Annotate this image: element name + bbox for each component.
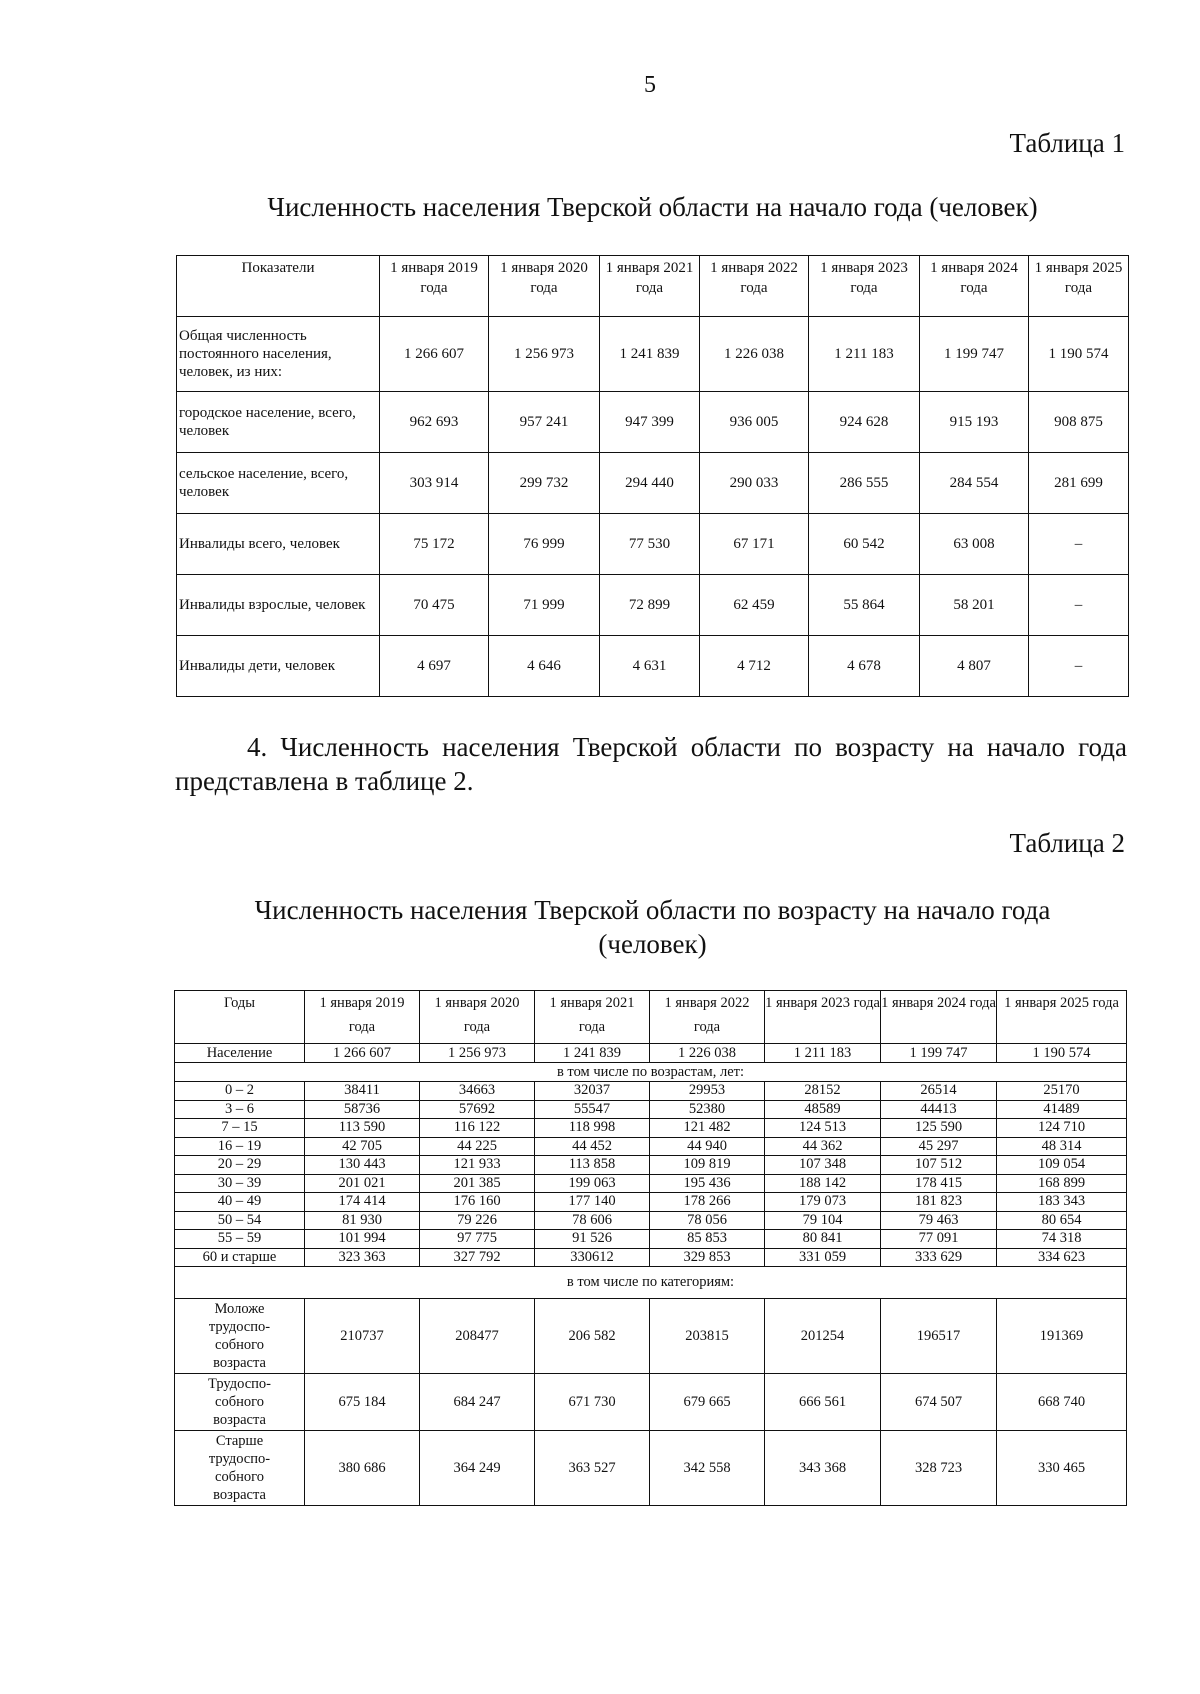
table-row bbox=[175, 1044, 1127, 1063]
table-cell: 328 723 bbox=[881, 1431, 997, 1506]
table-cell: 72 899 bbox=[600, 575, 700, 636]
table-cell: 4 697 bbox=[380, 636, 489, 697]
table-cell: 329 853 bbox=[650, 1248, 765, 1267]
section-row bbox=[175, 1063, 1127, 1082]
table2-header-row bbox=[175, 991, 1127, 1044]
table-cell: 908 875 bbox=[1029, 392, 1129, 453]
table-cell: 29953 bbox=[650, 1082, 765, 1101]
table-cell: 42 705 bbox=[305, 1137, 420, 1156]
table-row bbox=[175, 1248, 1127, 1267]
table-cell: 679 665 bbox=[650, 1374, 765, 1431]
table-cell: 286 555 bbox=[809, 453, 920, 514]
table-cell: 109 054 bbox=[997, 1156, 1127, 1175]
table-cell: 936 005 bbox=[700, 392, 809, 453]
table1-title: Численность населения Тверской области на начало года (человек) bbox=[267, 192, 1038, 222]
table-cell: 199 063 bbox=[535, 1174, 650, 1193]
table-cell: 196517 bbox=[881, 1299, 997, 1374]
table-cell: 1 256 973 bbox=[420, 1044, 535, 1063]
table-row bbox=[175, 1193, 1127, 1212]
table-cell: 48 314 bbox=[997, 1137, 1127, 1156]
table-cell: 179 073 bbox=[765, 1193, 881, 1212]
table-row bbox=[175, 1119, 1127, 1138]
table-cell: 177 140 bbox=[535, 1193, 650, 1212]
table-cell: 290 033 bbox=[700, 453, 809, 514]
table-row bbox=[177, 514, 1129, 575]
table2-header-cell: Годы bbox=[175, 991, 305, 1044]
row-label bbox=[175, 1431, 305, 1506]
table-cell: 668 740 bbox=[997, 1374, 1127, 1431]
table-cell: 52380 bbox=[650, 1100, 765, 1119]
table-cell: – bbox=[1029, 575, 1129, 636]
table-row bbox=[175, 1100, 1127, 1119]
row-label-line: Старше bbox=[215, 1433, 264, 1449]
table-cell: 363 527 bbox=[535, 1431, 650, 1506]
table-cell: 113 590 bbox=[305, 1119, 420, 1138]
table-cell: 1 190 574 bbox=[997, 1044, 1127, 1063]
row-label-line: возраста bbox=[213, 1487, 266, 1503]
table-cell: 323 363 bbox=[305, 1248, 420, 1267]
body-paragraph: 4. Численность населения Тверской области по возрасту на начало года представлена в таблице 2. bbox=[175, 732, 1127, 796]
row-label: сельское население, всего, человек bbox=[177, 453, 380, 514]
row-label-line: собного bbox=[215, 1337, 264, 1353]
table2-header-cell: 1 января 2019 года bbox=[305, 991, 420, 1044]
table1-header-cell: 1 января 2021 года bbox=[600, 256, 700, 317]
table1-header-cell: 1 января 2024 года bbox=[920, 256, 1029, 317]
table-cell: 303 914 bbox=[380, 453, 489, 514]
table-row bbox=[177, 636, 1129, 697]
table-cell: 55 864 bbox=[809, 575, 920, 636]
table-cell: 125 590 bbox=[881, 1119, 997, 1138]
table-cell: 195 436 bbox=[650, 1174, 765, 1193]
table1-label: Таблица 1 bbox=[1009, 128, 1125, 158]
table1 bbox=[176, 255, 1129, 697]
row-label bbox=[175, 1299, 305, 1374]
table-cell: 915 193 bbox=[920, 392, 1029, 453]
table-cell: 81 930 bbox=[305, 1211, 420, 1230]
table-cell: 330612 bbox=[535, 1248, 650, 1267]
table-cell: 1 241 839 bbox=[535, 1044, 650, 1063]
table-cell: 41489 bbox=[997, 1100, 1127, 1119]
table-cell: 78 606 bbox=[535, 1211, 650, 1230]
table-cell: 48589 bbox=[765, 1100, 881, 1119]
table-cell: 380 686 bbox=[305, 1431, 420, 1506]
table-cell: – bbox=[1029, 636, 1129, 697]
row-label: 30 – 39 bbox=[175, 1174, 305, 1193]
table-cell: 206 582 bbox=[535, 1299, 650, 1374]
table-cell: 334 623 bbox=[997, 1248, 1127, 1267]
table-cell: 191369 bbox=[997, 1299, 1127, 1374]
table-row bbox=[177, 575, 1129, 636]
table-cell: 176 160 bbox=[420, 1193, 535, 1212]
table-cell: 284 554 bbox=[920, 453, 1029, 514]
row-label: 0 – 2 bbox=[175, 1082, 305, 1101]
table1-header-cell: 1 января 2025 года bbox=[1029, 256, 1129, 317]
table-row bbox=[175, 1374, 1127, 1431]
table-row bbox=[177, 453, 1129, 514]
table-row bbox=[177, 317, 1129, 392]
table-cell: 962 693 bbox=[380, 392, 489, 453]
row-label-line: собного bbox=[215, 1469, 264, 1485]
table-cell: 4 678 bbox=[809, 636, 920, 697]
table-cell: 330 465 bbox=[997, 1431, 1127, 1506]
row-label: 50 – 54 bbox=[175, 1211, 305, 1230]
table-cell: 60 542 bbox=[809, 514, 920, 575]
table-row bbox=[175, 1082, 1127, 1101]
table-cell: 210737 bbox=[305, 1299, 420, 1374]
table-cell: 124 710 bbox=[997, 1119, 1127, 1138]
row-label-line: возраста bbox=[213, 1355, 266, 1371]
table-cell: 58736 bbox=[305, 1100, 420, 1119]
table2-header-cell: 1 января 2024 года bbox=[881, 991, 997, 1044]
table-cell: 1 241 839 bbox=[600, 317, 700, 392]
table1-header-cell: 1 января 2019 года bbox=[380, 256, 489, 317]
table-cell: 113 858 bbox=[535, 1156, 650, 1175]
row-label: 55 – 59 bbox=[175, 1230, 305, 1249]
table-cell: 78 056 bbox=[650, 1211, 765, 1230]
row-label: 40 – 49 bbox=[175, 1193, 305, 1212]
table-cell: 1 256 973 bbox=[489, 317, 600, 392]
table-row bbox=[175, 1137, 1127, 1156]
table-cell: 74 318 bbox=[997, 1230, 1127, 1249]
table-cell: 44 452 bbox=[535, 1137, 650, 1156]
table-cell: 674 507 bbox=[881, 1374, 997, 1431]
table-cell: 101 994 bbox=[305, 1230, 420, 1249]
table2-title bbox=[175, 893, 1130, 961]
table-cell: 684 247 bbox=[420, 1374, 535, 1431]
table-cell: 208477 bbox=[420, 1299, 535, 1374]
table-cell: 1 199 747 bbox=[920, 317, 1029, 392]
table-row bbox=[177, 392, 1129, 453]
table-cell: 25170 bbox=[997, 1082, 1127, 1101]
table-cell: – bbox=[1029, 514, 1129, 575]
table-cell: 109 819 bbox=[650, 1156, 765, 1175]
row-label-line: трудоспо- bbox=[208, 1451, 271, 1467]
table-cell: 116 122 bbox=[420, 1119, 535, 1138]
table-cell: 183 343 bbox=[997, 1193, 1127, 1212]
table-cell: 124 513 bbox=[765, 1119, 881, 1138]
table-cell: 63 008 bbox=[920, 514, 1029, 575]
table-cell: 28152 bbox=[765, 1082, 881, 1101]
table2-header-cell: 1 января 2021 года bbox=[535, 991, 650, 1044]
table-cell: 71 999 bbox=[489, 575, 600, 636]
table-cell: 1 266 607 bbox=[380, 317, 489, 392]
table-cell: 1 199 747 bbox=[881, 1044, 997, 1063]
table-cell: 281 699 bbox=[1029, 453, 1129, 514]
table1-header-cell: Показатели bbox=[177, 256, 380, 317]
row-label: 20 – 29 bbox=[175, 1156, 305, 1175]
row-label: 7 – 15 bbox=[175, 1119, 305, 1138]
row-label-line: Трудоспо- bbox=[208, 1376, 271, 1392]
table-cell: 44 362 bbox=[765, 1137, 881, 1156]
table-cell: 107 348 bbox=[765, 1156, 881, 1175]
table-cell: 79 226 bbox=[420, 1211, 535, 1230]
table-cell: 97 775 bbox=[420, 1230, 535, 1249]
table-cell: 299 732 bbox=[489, 453, 600, 514]
table-cell: 62 459 bbox=[700, 575, 809, 636]
table-cell: 947 399 bbox=[600, 392, 700, 453]
table-row bbox=[175, 1174, 1127, 1193]
table-cell: 57692 bbox=[420, 1100, 535, 1119]
table-cell: 327 792 bbox=[420, 1248, 535, 1267]
table-cell: 85 853 bbox=[650, 1230, 765, 1249]
table-cell: 79 463 bbox=[881, 1211, 997, 1230]
table-cell: 1 266 607 bbox=[305, 1044, 420, 1063]
table-cell: 203815 bbox=[650, 1299, 765, 1374]
table-cell: 675 184 bbox=[305, 1374, 420, 1431]
table-cell: 107 512 bbox=[881, 1156, 997, 1175]
table-cell: 80 841 bbox=[765, 1230, 881, 1249]
table-cell: 1 211 183 bbox=[765, 1044, 881, 1063]
row-label: Инвалиды всего, человек bbox=[177, 514, 380, 575]
table-row bbox=[175, 1156, 1127, 1175]
table-cell: 201 385 bbox=[420, 1174, 535, 1193]
table1-header-cell: 1 января 2022 года bbox=[700, 256, 809, 317]
row-label-line: Моложе bbox=[214, 1301, 265, 1317]
table-cell: 342 558 bbox=[650, 1431, 765, 1506]
row-label: 60 и старше bbox=[175, 1248, 305, 1267]
table-cell: 333 629 bbox=[881, 1248, 997, 1267]
table-cell: 91 526 bbox=[535, 1230, 650, 1249]
table-cell: 364 249 bbox=[420, 1431, 535, 1506]
table-cell: 924 628 bbox=[809, 392, 920, 453]
table-row bbox=[175, 1299, 1127, 1374]
table-cell: 666 561 bbox=[765, 1374, 881, 1431]
table-cell: 294 440 bbox=[600, 453, 700, 514]
table2-label: Таблица 2 bbox=[1009, 828, 1125, 858]
table-cell: 178 415 bbox=[881, 1174, 997, 1193]
table2-header-cell: 1 января 2023 года bbox=[765, 991, 881, 1044]
table-cell: 75 172 bbox=[380, 514, 489, 575]
row-label-line: трудоспо- bbox=[208, 1319, 271, 1335]
table1-header-cell: 1 января 2020 года bbox=[489, 256, 600, 317]
table-cell: 181 823 bbox=[881, 1193, 997, 1212]
table-cell: 45 297 bbox=[881, 1137, 997, 1156]
table-cell: 1 190 574 bbox=[1029, 317, 1129, 392]
table-cell: 38411 bbox=[305, 1082, 420, 1101]
table-cell: 80 654 bbox=[997, 1211, 1127, 1230]
table-cell: 44 225 bbox=[420, 1137, 535, 1156]
table2-header-cell: 1 января 2025 года bbox=[997, 991, 1127, 1044]
table-cell: 118 998 bbox=[535, 1119, 650, 1138]
table-row bbox=[175, 1211, 1127, 1230]
row-label: Инвалиды дети, человек bbox=[177, 636, 380, 697]
table-cell: 34663 bbox=[420, 1082, 535, 1101]
table1-header-row bbox=[177, 256, 1129, 317]
table-cell: 55547 bbox=[535, 1100, 650, 1119]
table1-header-cell: 1 января 2023 года bbox=[809, 256, 920, 317]
table-cell: 4 631 bbox=[600, 636, 700, 697]
table-cell: 1 211 183 bbox=[809, 317, 920, 392]
table-cell: 4 807 bbox=[920, 636, 1029, 697]
table-cell: 174 414 bbox=[305, 1193, 420, 1212]
table-cell: 26514 bbox=[881, 1082, 997, 1101]
table-cell: 4 712 bbox=[700, 636, 809, 697]
section-row bbox=[175, 1267, 1127, 1299]
table-cell: 58 201 bbox=[920, 575, 1029, 636]
table-cell: 44413 bbox=[881, 1100, 997, 1119]
table-cell: 671 730 bbox=[535, 1374, 650, 1431]
table2-header-cell: 1 января 2020 года bbox=[420, 991, 535, 1044]
table-cell: 67 171 bbox=[700, 514, 809, 575]
table-cell: 44 940 bbox=[650, 1137, 765, 1156]
table-cell: 343 368 bbox=[765, 1431, 881, 1506]
table-cell: 77 530 bbox=[600, 514, 700, 575]
table-cell: 130 443 bbox=[305, 1156, 420, 1175]
table-cell: 957 241 bbox=[489, 392, 600, 453]
table2-header-cell: 1 января 2022 года bbox=[650, 991, 765, 1044]
section-label: в том числе по возрастам, лет: bbox=[175, 1063, 1127, 1082]
row-label bbox=[175, 1374, 305, 1431]
table-cell: 70 475 bbox=[380, 575, 489, 636]
table-cell: 168 899 bbox=[997, 1174, 1127, 1193]
row-label: Общая численность постоянного населения, человек, из них: bbox=[177, 317, 380, 392]
table-cell: 121 482 bbox=[650, 1119, 765, 1138]
row-label: Население bbox=[175, 1044, 305, 1063]
table-cell: 331 059 bbox=[765, 1248, 881, 1267]
table-row bbox=[175, 1230, 1127, 1249]
table2 bbox=[174, 990, 1127, 1506]
table-row bbox=[175, 1431, 1127, 1506]
table2-title-line: Численность населения Тверской области по возрасту на начало года bbox=[254, 895, 1051, 925]
page-number: 5 bbox=[644, 72, 656, 98]
table-cell: 1 226 038 bbox=[650, 1044, 765, 1063]
table-cell: 201254 bbox=[765, 1299, 881, 1374]
row-label-line: возраста bbox=[213, 1412, 266, 1428]
row-label: 16 – 19 bbox=[175, 1137, 305, 1156]
table2-title-line: (человек) bbox=[598, 929, 707, 959]
row-label-line: собного bbox=[215, 1394, 264, 1410]
table-cell: 77 091 bbox=[881, 1230, 997, 1249]
table-cell: 121 933 bbox=[420, 1156, 535, 1175]
table-cell: 79 104 bbox=[765, 1211, 881, 1230]
row-label: 3 – 6 bbox=[175, 1100, 305, 1119]
table-cell: 201 021 bbox=[305, 1174, 420, 1193]
row-label: городское население, всего, человек bbox=[177, 392, 380, 453]
section-label: в том числе по категориям: bbox=[175, 1267, 1127, 1299]
table-cell: 32037 bbox=[535, 1082, 650, 1101]
table-cell: 188 142 bbox=[765, 1174, 881, 1193]
table-cell: 76 999 bbox=[489, 514, 600, 575]
table-cell: 1 226 038 bbox=[700, 317, 809, 392]
row-label: Инвалиды взрослые, человек bbox=[177, 575, 380, 636]
table-cell: 178 266 bbox=[650, 1193, 765, 1212]
table-cell: 4 646 bbox=[489, 636, 600, 697]
